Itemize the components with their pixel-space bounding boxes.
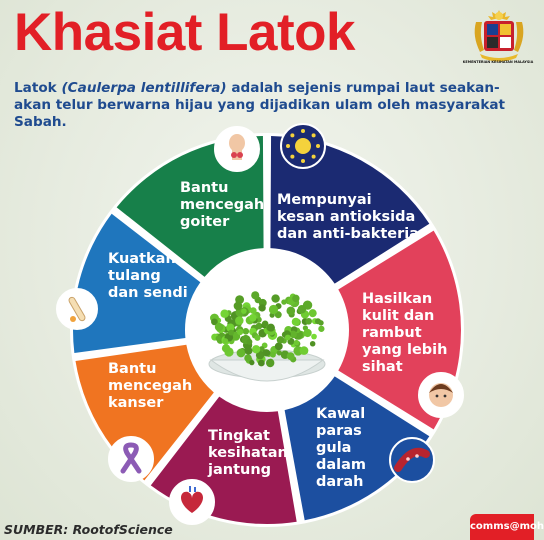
cell-core <box>295 138 311 154</box>
segment-line: kesihatan <box>208 445 288 461</box>
sea-grape <box>270 352 276 358</box>
thyroid-left <box>231 152 237 158</box>
sea-grape <box>252 345 260 353</box>
sea-grape <box>237 349 246 358</box>
child-face-icon <box>419 373 463 417</box>
segment-line: tulang <box>108 268 161 284</box>
sea-grape <box>287 352 295 360</box>
sea-grape <box>271 294 279 302</box>
segment-text-goiter <box>180 180 264 231</box>
segment-text-antioksida <box>277 192 419 243</box>
cell-dot <box>312 133 316 137</box>
sea-grape <box>258 304 265 311</box>
sea-grape <box>228 330 234 336</box>
sea-grape <box>294 340 299 345</box>
segment-text-kulit <box>362 291 447 376</box>
sea-grape <box>216 336 222 342</box>
sea-grape <box>318 320 323 325</box>
ribbon-icon <box>109 437 153 481</box>
segment-text-jantung <box>208 428 288 479</box>
sea-grape <box>254 335 260 341</box>
sea-grape <box>222 344 230 352</box>
sea-grape <box>275 342 283 350</box>
sea-grape <box>265 350 271 356</box>
sea-grape <box>311 334 317 340</box>
cell-bacteria-icon <box>281 124 325 168</box>
cell <box>406 457 410 461</box>
segment-line: mencegah <box>180 197 265 213</box>
segment-line: kulit dan <box>362 308 435 324</box>
segment-line: dan sendi <box>108 285 188 301</box>
sea-grape <box>277 336 284 343</box>
sea-grape <box>220 310 228 318</box>
sea-grape <box>249 314 257 322</box>
segment-line: gula <box>316 440 352 456</box>
cell <box>415 454 419 458</box>
cell-dot <box>290 155 294 159</box>
sea-grape <box>298 305 306 313</box>
eye <box>444 395 447 398</box>
segment-line: kanser <box>108 395 164 411</box>
sea-grape <box>234 302 243 311</box>
cell-dot <box>301 159 305 163</box>
segment-line: Hasilkan <box>362 291 433 307</box>
segment-line: Bantu <box>108 361 157 377</box>
sea-grape <box>250 307 257 314</box>
intro-scientific-name: (Caulerpa lentillifera) <box>61 80 227 96</box>
sea-grape <box>310 341 316 347</box>
sea-grape <box>245 347 253 355</box>
sea-grape <box>266 359 274 367</box>
sea-grape <box>258 360 265 367</box>
eye <box>436 395 439 398</box>
bone-joint-icon <box>57 289 97 329</box>
comms-badge: comms@moh <box>470 514 534 540</box>
segment-line: kesan antioksida <box>277 209 416 225</box>
thyroid-neck-icon <box>215 127 259 171</box>
sea-grape <box>235 316 244 325</box>
sea-grape <box>246 339 252 345</box>
segment-line: darah <box>316 474 364 490</box>
sea-grape <box>241 308 247 314</box>
intro-post: adalah sejenis rumpai laut seakan-akan telur berwarna hijau yang dijadikan ulam oleh masyarakat Sabah. <box>14 80 506 130</box>
thyroid-right <box>237 152 243 158</box>
blood-vessel-icon <box>390 438 434 482</box>
sea-grape <box>309 309 317 317</box>
segment-line: dalam <box>316 457 367 473</box>
cell-dot <box>286 144 290 148</box>
segment-line: Kuatkan <box>108 251 176 267</box>
heart-icon <box>170 480 214 524</box>
cell-dot <box>290 133 294 137</box>
segment-line: dan anti-bakteria <box>277 226 420 242</box>
segment-line: sihat <box>362 359 403 375</box>
segment-text-kanser <box>108 361 192 412</box>
sea-grape <box>243 328 250 335</box>
sea-grape <box>300 346 309 355</box>
segment-text-gula <box>316 406 366 491</box>
segment-line: yang lebih <box>362 342 448 358</box>
segment-line: rambut <box>362 325 422 341</box>
segment-line: mencegah <box>108 378 193 394</box>
sea-grape <box>249 360 254 365</box>
sea-grape <box>318 326 324 332</box>
page-title: Khasiat Latok <box>14 3 356 62</box>
segment-line: goiter <box>180 214 230 230</box>
segment-line: Tingkat <box>208 428 270 444</box>
sea-grape <box>292 318 300 326</box>
segment-line: Mempunyai <box>277 192 372 208</box>
segment-line: Kawal <box>316 406 366 422</box>
sea-grape <box>305 318 312 325</box>
sea-grape <box>267 324 275 332</box>
sea-grape <box>281 299 286 304</box>
icon-bubble <box>390 438 434 482</box>
sea-grape <box>237 329 243 335</box>
sea-grape <box>215 323 224 332</box>
sea-grape <box>303 329 311 337</box>
cell-dot <box>316 144 320 148</box>
head <box>229 134 245 152</box>
sea-grape <box>292 295 299 302</box>
cell-dot <box>301 129 305 133</box>
sea-grape <box>269 305 278 314</box>
segment-line: Bantu <box>180 180 229 196</box>
intro-pre: Latok <box>14 80 62 96</box>
sea-grape <box>223 338 229 344</box>
sea-grape <box>285 335 291 341</box>
source-text: SUMBER: RootofScience <box>4 522 173 537</box>
sea-grape <box>251 291 259 299</box>
segment-text-tulang <box>108 251 188 302</box>
cell-dot <box>312 155 316 159</box>
segment-line: jantung <box>208 462 272 478</box>
sea-grape <box>286 307 295 316</box>
segment-line: paras <box>316 423 362 439</box>
ministry-label: KEMENTERIAN KESIHATAN MALAYSIA <box>462 60 534 64</box>
joint <box>70 316 76 322</box>
